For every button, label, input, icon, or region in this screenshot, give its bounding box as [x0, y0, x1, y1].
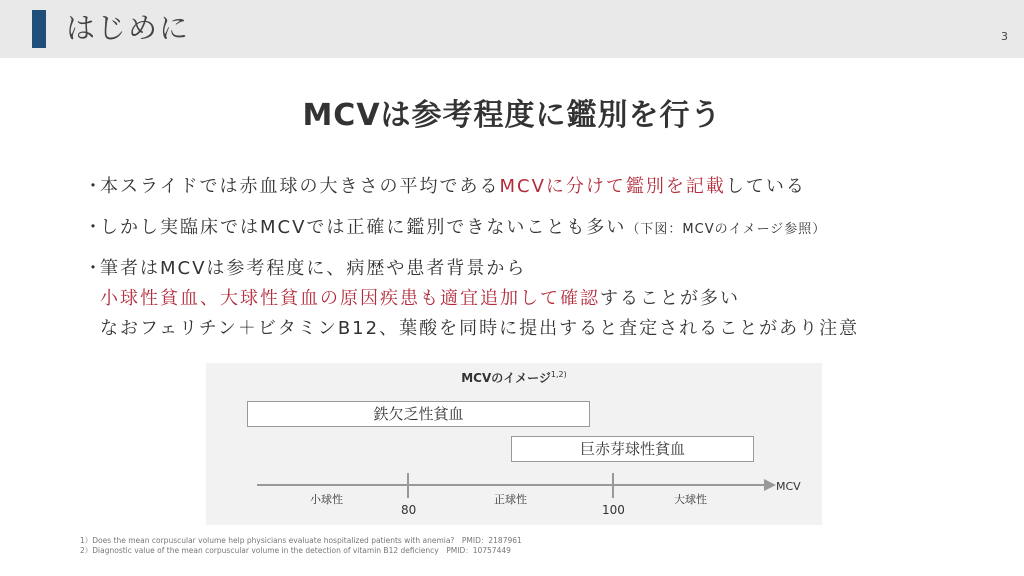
- bullet-text: している: [725, 176, 806, 197]
- zone-label-microcytic: 小球性: [310, 493, 343, 506]
- zone-label-normocytic: 正球性: [494, 493, 527, 506]
- slide-main-title: MCVは参考程度に鑑別を行う: [302, 98, 722, 133]
- bullet-dot: ・: [84, 217, 104, 238]
- page-number: 3: [1001, 30, 1008, 43]
- bullet-item: [84, 254, 984, 344]
- bullet-list: [84, 172, 984, 344]
- axis-arrow-icon: [764, 479, 776, 491]
- footnote-1: 1）Does the mean corpuscular volume help physicians evaluate hospitalized patients with anemia? PMID：2187961: [80, 536, 522, 545]
- mcv-axis-line: [257, 484, 767, 486]
- footnote-2: 2）Diagnostic value of the mean corpuscular volume in the detection of vitamin B12 deficiency PMID：10757449: [80, 546, 511, 555]
- header-accent-bar: [32, 10, 46, 48]
- tick-label-80: 80: [401, 503, 417, 517]
- tick-80: [407, 473, 409, 498]
- slide-section-title: はじめに: [66, 11, 191, 45]
- header-bar: [0, 0, 1024, 58]
- bullet-note: （下図：MCVのイメージ参照）: [626, 222, 827, 237]
- figure-title: [206, 369, 822, 386]
- bullet-item: [84, 172, 984, 202]
- bullet-item: [84, 213, 984, 243]
- footnotes: [80, 536, 522, 556]
- bullet-text: することが多い: [600, 288, 740, 309]
- bullet-dot: ・: [84, 176, 104, 197]
- bullet-text: しかし実臨床ではMCVでは正確に鑑別できないことも多い: [100, 217, 627, 238]
- bullet-text: なおフェリチン＋ビタミンB12、葉酸を同時に提出すると査定されることがあり注意: [100, 318, 860, 339]
- range-iron-deficiency: 鉄欠乏性貧血: [247, 401, 590, 427]
- bullet-highlight-text: MCVに分けて鑑別を記載: [499, 176, 726, 197]
- range-megaloblastic: 巨赤芽球性貧血: [511, 436, 754, 462]
- zone-label-macrocytic: 大球性: [674, 493, 707, 506]
- tick-label-100: 100: [602, 503, 625, 517]
- mcv-figure: [206, 363, 822, 525]
- bullet-highlight-text: 小球性貧血、大球性貧血の原因疾患も適宜追加して確認: [100, 288, 600, 309]
- figure-title-text: MCVのイメージ: [461, 371, 551, 385]
- figure-citation: 1,2): [550, 370, 567, 379]
- tick-100: [612, 473, 614, 498]
- axis-label-mcv: MCV: [776, 480, 801, 493]
- bullet-dot: ・: [84, 258, 104, 279]
- bullet-text: 本スライドでは赤血球の大きさの平均である: [100, 176, 500, 197]
- bullet-text: 筆者はMCVは参考程度に、病歴や患者背景から: [100, 258, 527, 279]
